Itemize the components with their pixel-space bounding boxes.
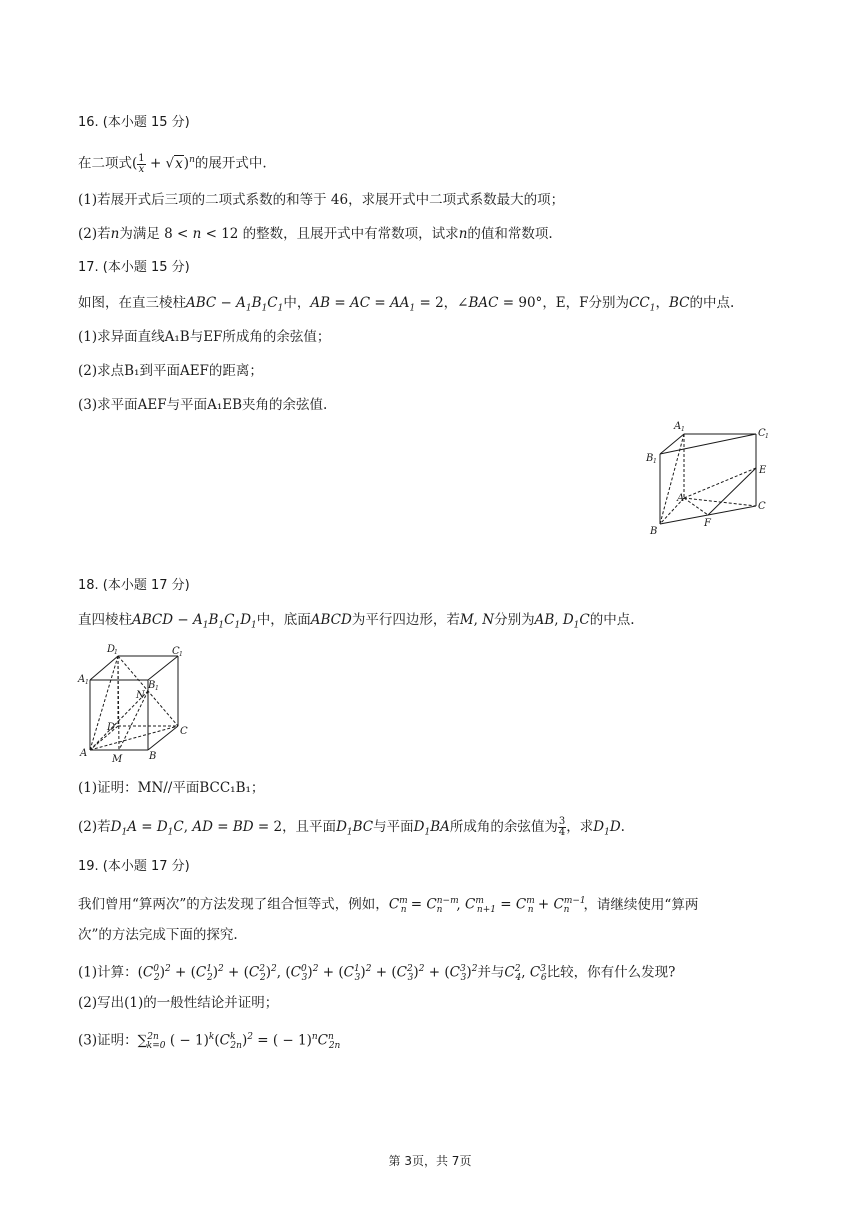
q16-stem-suffix: )	[183, 155, 190, 172]
fraction-3-over-4: $\frac{3}{4}$	[558, 816, 566, 838]
q18-part2-b: ，且平面	[282, 819, 337, 835]
fig18-label-B: B	[149, 751, 157, 762]
q17-header: 17. (本小题 15 分)	[78, 260, 190, 275]
fig17-label-F: F	[704, 518, 711, 529]
fig17-label-A: A	[677, 493, 685, 504]
svg-text:1: 1	[765, 433, 769, 440]
fig17-label-A1: A	[674, 421, 682, 432]
fig18-label-C1: C	[172, 646, 180, 657]
svg-text:1: 1	[114, 649, 118, 656]
q19-part1-c: 比较，你有什么发现?	[546, 964, 676, 981]
fig18-label-D1: D	[107, 644, 116, 655]
prism-figure-q17	[640, 416, 780, 540]
page-footer: 第 3页，共 7页	[388, 1154, 472, 1168]
q16-stem: 在二项式( $\frac{1}{x}$ + √x)$^n$的展开式中.	[78, 152, 267, 175]
q18-stem-c: 为平行四边形，若	[351, 612, 460, 628]
q18-stem-d: 分别为	[494, 612, 535, 628]
q16-part2: (2)若n为满足 8 < n < 12 的整数，且展开式中有常数项，试求n的值和常数项.	[78, 226, 553, 242]
fig18-label-A: A	[80, 748, 88, 759]
q18-stem-e: 的中点.	[589, 612, 635, 628]
q17-part3: (3)求平面AEF与平面A₁EB夹角的余弦值.	[78, 397, 328, 413]
q16-header: 16. (本小题 15 分)	[78, 115, 190, 130]
q16-part1: (1)若展开式后三项的二项式系数的和等于 46，求展开式中二项式系数最大的项；	[78, 192, 565, 208]
q19-part1-b: 并与	[477, 964, 505, 981]
fig18-label-B1: B	[148, 680, 156, 691]
q19-part1: (1)计算：$(C^0_2)^2 + (C^1_2)^2 + (C^2_2)^2$, $(C^0_3)^2 + (C^1_3)^2 + (C^2_3)^2 + (C^3_3)^2$并与$C^2_4$, $C^3_6$比较，你有什么发现?	[78, 964, 676, 984]
prism-figure-q18	[76, 640, 196, 766]
q18-part2-a: (2)若	[78, 819, 111, 835]
fig18-label-M: M	[112, 754, 123, 765]
q17-part1: (1)求异面直线A₁B与EF所成角的余弦值；	[78, 329, 331, 345]
q17-part2: (2)求点B₁到平面AEF的距离；	[78, 363, 263, 379]
q18-stem-b: 中，底面	[256, 612, 311, 628]
q18-stem-a: 直四棱柱	[78, 612, 132, 628]
q18-part2-e: ，求	[566, 819, 594, 835]
q16-stem-prefix: 在二项式(	[78, 155, 138, 172]
q19-part3: (3)证明：∑$^{2n}_{k=0}$ ( − $1)^k(C^k_{2n})^2$ = ( − $1)^nC^n_{2n}$	[78, 1032, 341, 1052]
q16-part2-a: (2)若	[78, 226, 111, 242]
svg-text:1: 1	[85, 679, 89, 686]
fraction-1-over-x: $\frac{1}{x}$	[138, 152, 145, 175]
q18-part2: (2)若$D_1A = D_1C$, AD = BD = 2，且平面$D_1BC$与平面$D_1BA$所成角的余弦值为 $\frac{3}{4}$ ，求$D_1D$.	[78, 816, 625, 838]
q16-part2-b: 为满足 8 <	[119, 226, 193, 242]
fig17-label-E: E	[759, 465, 767, 476]
q17-stem-b: 中，	[283, 295, 311, 311]
q19-header: 19. (本小题 17 分)	[78, 859, 190, 874]
q19-part1-a: (1)计算：	[78, 964, 138, 981]
q17-stem-c: ，E，F分别为	[542, 295, 630, 311]
fig17-label-B1: B	[646, 453, 654, 464]
q16-part2-d: 的值和常数项.	[467, 226, 553, 242]
q16-part2-c: < 12 的整数，且展开式中有常数项，试求	[201, 226, 459, 242]
q19-stem-b: ，请继续使用“算两	[583, 896, 699, 913]
fig17-label-C1: C	[758, 428, 766, 439]
q18-part2-d: 所成角的余弦值为	[449, 819, 558, 835]
q18-stem: 直四棱柱ABCD − $A_1B_1C_1D_1$中，底面ABCD为平行四边形，若M, N分别为AB, $D_1C$的中点.	[78, 612, 635, 631]
fig18-label-C: C	[180, 726, 188, 737]
fig17-label-B: B	[650, 526, 658, 537]
q19-stem-a: 我们曾用“算两次”的方法发现了组合恒等式，例如，	[78, 896, 389, 913]
fig18-label-D: D	[107, 722, 116, 733]
svg-text:1: 1	[179, 651, 183, 658]
fig18-label-A1: A	[78, 674, 86, 685]
q18-part2-c: 与平面	[373, 819, 414, 835]
q18-header: 18. (本小题 17 分)	[78, 578, 190, 593]
fig18-label-N: N	[136, 690, 145, 701]
q17-stem-a: 如图，在直三棱柱	[78, 295, 186, 311]
q16-stem-tail: 的展开式中.	[194, 155, 267, 172]
svg-text:1: 1	[681, 426, 685, 433]
q18-part1: (1)证明：MN//平面BCC₁B₁；	[78, 780, 265, 796]
q19-part2: (2)写出(1)的一般性结论并证明；	[78, 995, 279, 1011]
svg-text:1: 1	[653, 458, 657, 465]
q19-part3-a: (3)证明：	[78, 1032, 138, 1049]
q19-stem-cont: 次”的方法完成下面的探究.	[78, 927, 238, 943]
q19-stem: 我们曾用“算两次”的方法发现了组合恒等式，例如，$C^m_n = C^{n-m}_n$ , $C^m_{n+1} = C^m_n + C^{m-1}_n$ ，请继续使用“算两	[78, 896, 699, 916]
q17-stem: 如图，在直三棱柱ABC − $A_1B_1C_1$中，AB = AC = $AA_1 = 2$，∠BAC = 90°，E，F分别为$CC_1$，BC的中点.	[78, 295, 735, 314]
q17-stem-d: 的中点.	[689, 295, 735, 311]
q18-part2-f: .	[620, 819, 625, 835]
svg-text:1: 1	[155, 685, 159, 692]
fig17-label-C: C	[758, 501, 766, 512]
